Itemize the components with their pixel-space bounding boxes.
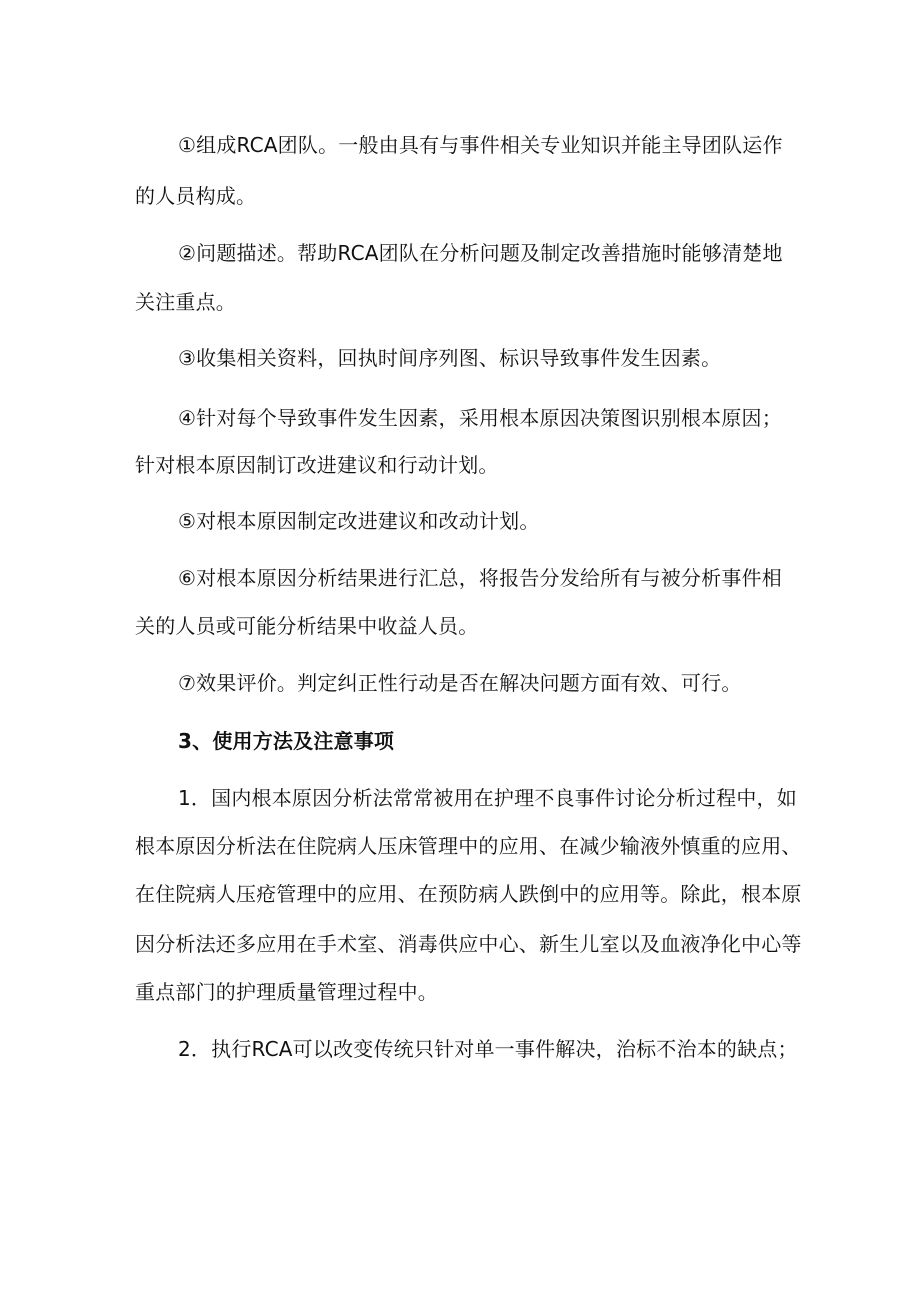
paragraph-4-line-2: 针对根本原因制订改进建议和行动计划。 — [135, 453, 499, 477]
paragraph-8-line-4: 因分析法还多应用在手术室、消毒供应中心、新生儿室以及血液净化中心等 — [135, 932, 802, 956]
paragraph-9-line-1: 2．执行RCA可以改变传统只针对单一事件解决，治标不治本的缺点； — [178, 1037, 798, 1061]
paragraph-4-line-1: ④针对每个导致事件发生因素，采用根本原因决策图识别根本原因； — [178, 406, 782, 430]
paragraph-6-line-1: ⑥对根本原因分析结果进行汇总，将报告分发给所有与被分析事件相 — [178, 566, 782, 590]
paragraph-2-line-1: ②问题描述。帮助RCA团队在分析问题及制定改善措施时能够清楚地 — [178, 241, 783, 265]
paragraph-8-line-2: 根本原因分析法在住院病人压床管理中的应用、在减少输液外慎重的应用、 — [135, 834, 802, 858]
section-heading: 3、使用方法及注意事项 — [178, 729, 395, 753]
paragraph-5-line-1: ⑤对根本原因制定改进建议和改动计划。 — [178, 509, 540, 533]
paragraph-7-line-1: ⑦效果评价。判定纠正性行动是否在解决问题方面有效、可行。 — [178, 671, 742, 695]
paragraph-8-line-1: 1．国内根本原因分析法常常被用在护理不良事件讨论分析过程中，如 — [178, 786, 797, 810]
paragraph-3-line-1: ③收集相关资料，回执时间序列图、标识导致事件发生因素。 — [178, 346, 722, 370]
paragraph-8-line-3: 在住院病人压疮管理中的应用、在预防病人跌倒中的应用等。除此，根本原 — [135, 882, 802, 906]
paragraph-1-line-1: ①组成RCA团队。一般由具有与事件相关专业知识并能主导团队运作 — [178, 133, 783, 157]
paragraph-8-line-5: 重点部门的护理质量管理过程中。 — [135, 980, 438, 1004]
paragraph-1-line-2: 的人员构成。 — [135, 184, 257, 208]
paragraph-2-line-2: 关注重点。 — [135, 290, 236, 314]
paragraph-6-line-2: 关的人员或可能分析结果中收益人员。 — [135, 614, 479, 638]
